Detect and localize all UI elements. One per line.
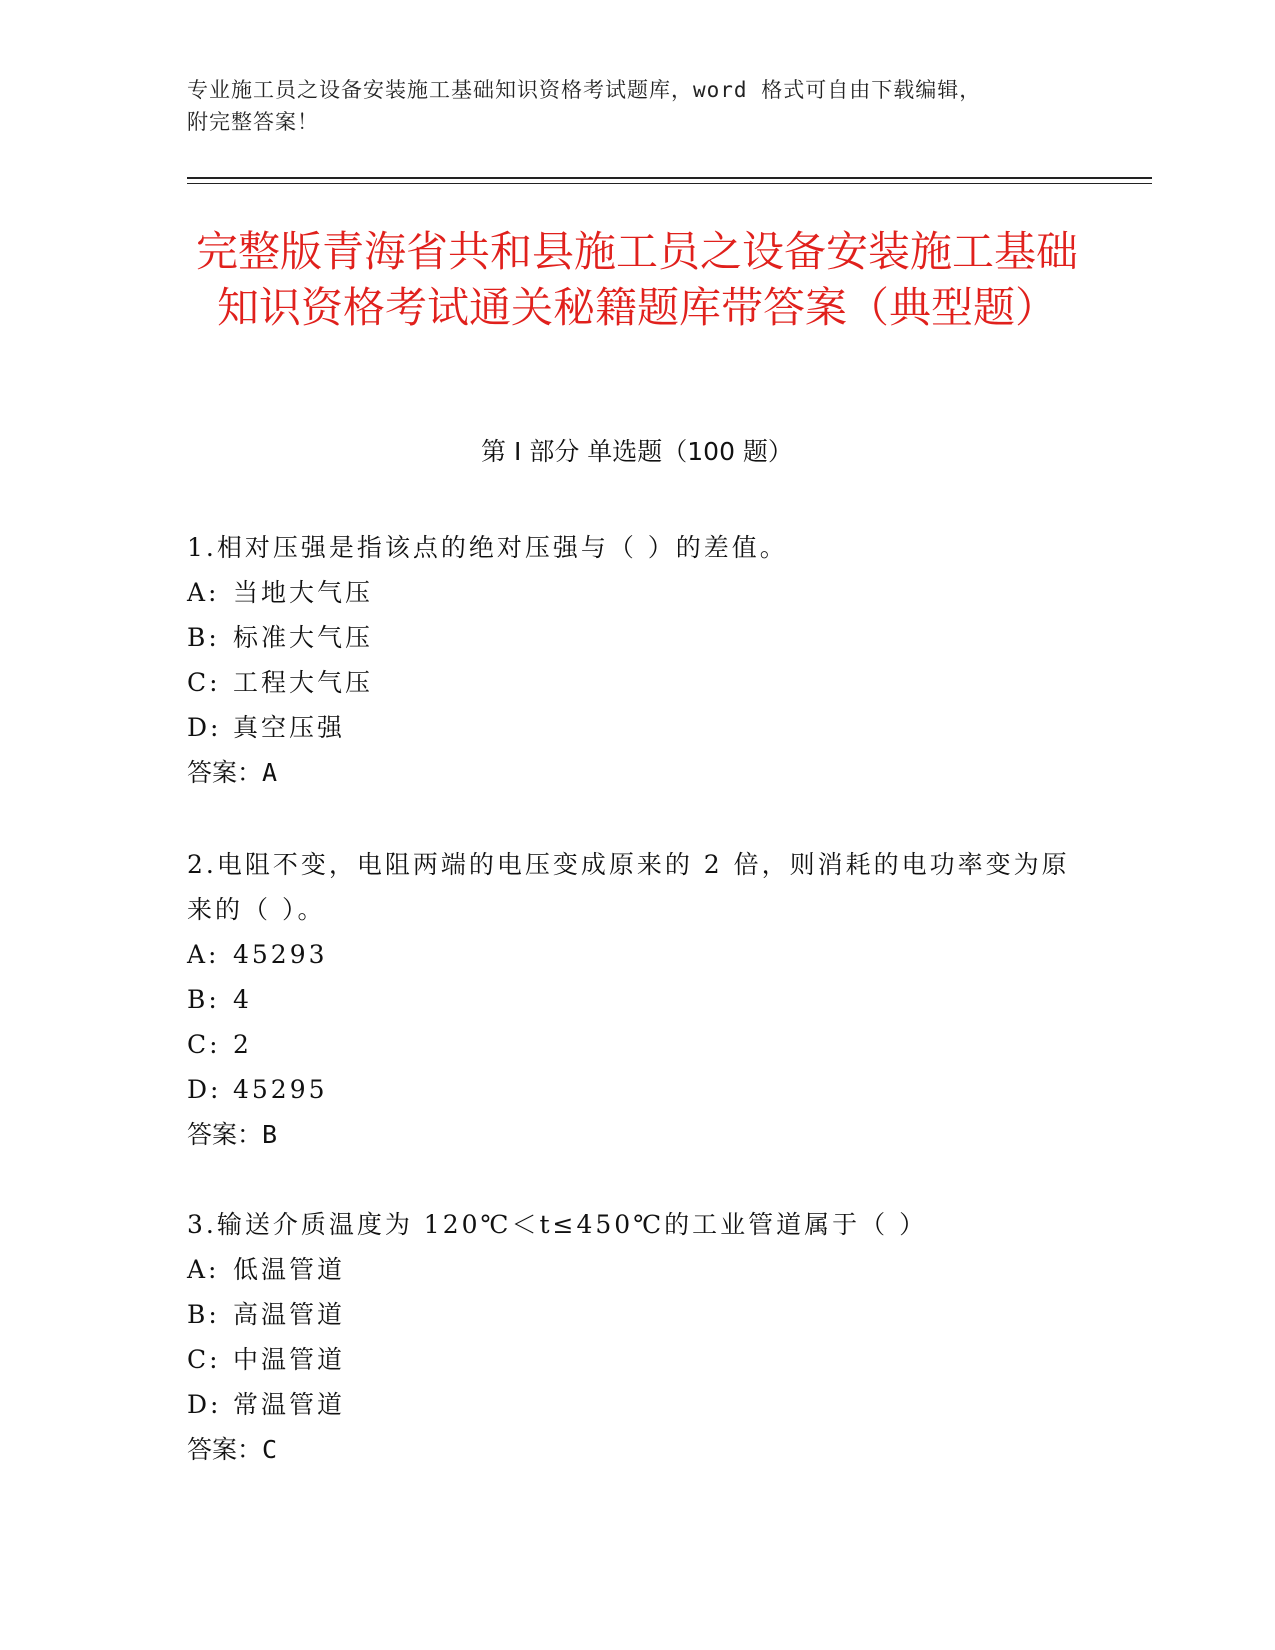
option-a	[187, 570, 1087, 615]
question-stem: 2.电阻不变，电阻两端的电压变成原来的 2 倍，则消耗的电功率变为原来的（ ）。	[187, 850, 1070, 924]
answer-value: C	[262, 1435, 278, 1464]
option-letter: C:	[187, 1030, 221, 1059]
option-letter: D:	[187, 1075, 222, 1104]
option-letter: C:	[187, 668, 221, 697]
option-letter: A:	[187, 578, 220, 607]
header-divider-thin	[187, 183, 1152, 184]
option-letter: B:	[187, 623, 220, 652]
option-d	[187, 1382, 1087, 1427]
option-text: 标准大气压	[233, 623, 374, 652]
option-text: 中温管道	[233, 1345, 346, 1374]
option-text: 低温管道	[233, 1255, 346, 1284]
answer-label: 答案：	[187, 1435, 263, 1464]
option-letter: C:	[187, 1345, 221, 1374]
option-c	[187, 660, 1087, 705]
option-letter: A:	[187, 1255, 220, 1284]
header-divider-thick	[187, 177, 1152, 179]
answer-line	[187, 1427, 1087, 1472]
answer-value: A	[262, 758, 278, 787]
question-1	[187, 525, 1087, 795]
option-text: 当地大气压	[233, 578, 374, 607]
document-title: 完整版青海省共和县施工员之设备安装施工基础知识资格考试通关秘籍题库带答案（典型题）	[195, 227, 1078, 332]
option-c	[187, 1022, 1087, 1067]
option-text: 真空压强	[233, 713, 346, 742]
option-b	[187, 1292, 1087, 1337]
option-a	[187, 932, 1087, 977]
question-stem: 1.相对压强是指该点的绝对压强与（ ）的差值。	[187, 533, 788, 562]
answer-line	[187, 1112, 1087, 1157]
header-note-line-1: 专业施工员之设备安装施工基础知识资格考试题库，word 格式可自由下载编辑，	[187, 78, 982, 102]
question-2	[187, 842, 1087, 1157]
section-title: 第 I 部分 单选题（100 题）	[481, 437, 793, 466]
answer-label: 答案：	[187, 1120, 263, 1149]
header-note-line-2: 附完整答案！	[187, 110, 319, 134]
option-d	[187, 705, 1087, 750]
option-text: 45295	[233, 1075, 328, 1104]
option-d	[187, 1067, 1087, 1112]
question-stem: 3.输送介质温度为 120℃＜t≤450℃的工业管道属于（ ）	[187, 1210, 928, 1239]
option-text: 45293	[233, 940, 328, 969]
question-3	[187, 1202, 1087, 1472]
answer-line	[187, 750, 1087, 795]
option-letter: D:	[187, 1390, 222, 1419]
answer-value: B	[262, 1120, 278, 1149]
option-text: 工程大气压	[233, 668, 374, 697]
option-text: 4	[233, 985, 252, 1014]
option-text: 2	[233, 1030, 252, 1059]
option-text: 常温管道	[233, 1390, 346, 1419]
option-b	[187, 977, 1087, 1022]
option-a	[187, 1247, 1087, 1292]
header-note	[187, 74, 1087, 138]
option-c	[187, 1337, 1087, 1382]
answer-label: 答案：	[187, 758, 263, 787]
option-letter: B:	[187, 1300, 220, 1329]
option-letter: A:	[187, 940, 220, 969]
option-letter: B:	[187, 985, 220, 1014]
option-letter: D:	[187, 713, 222, 742]
option-b	[187, 615, 1087, 660]
option-text: 高温管道	[233, 1300, 346, 1329]
